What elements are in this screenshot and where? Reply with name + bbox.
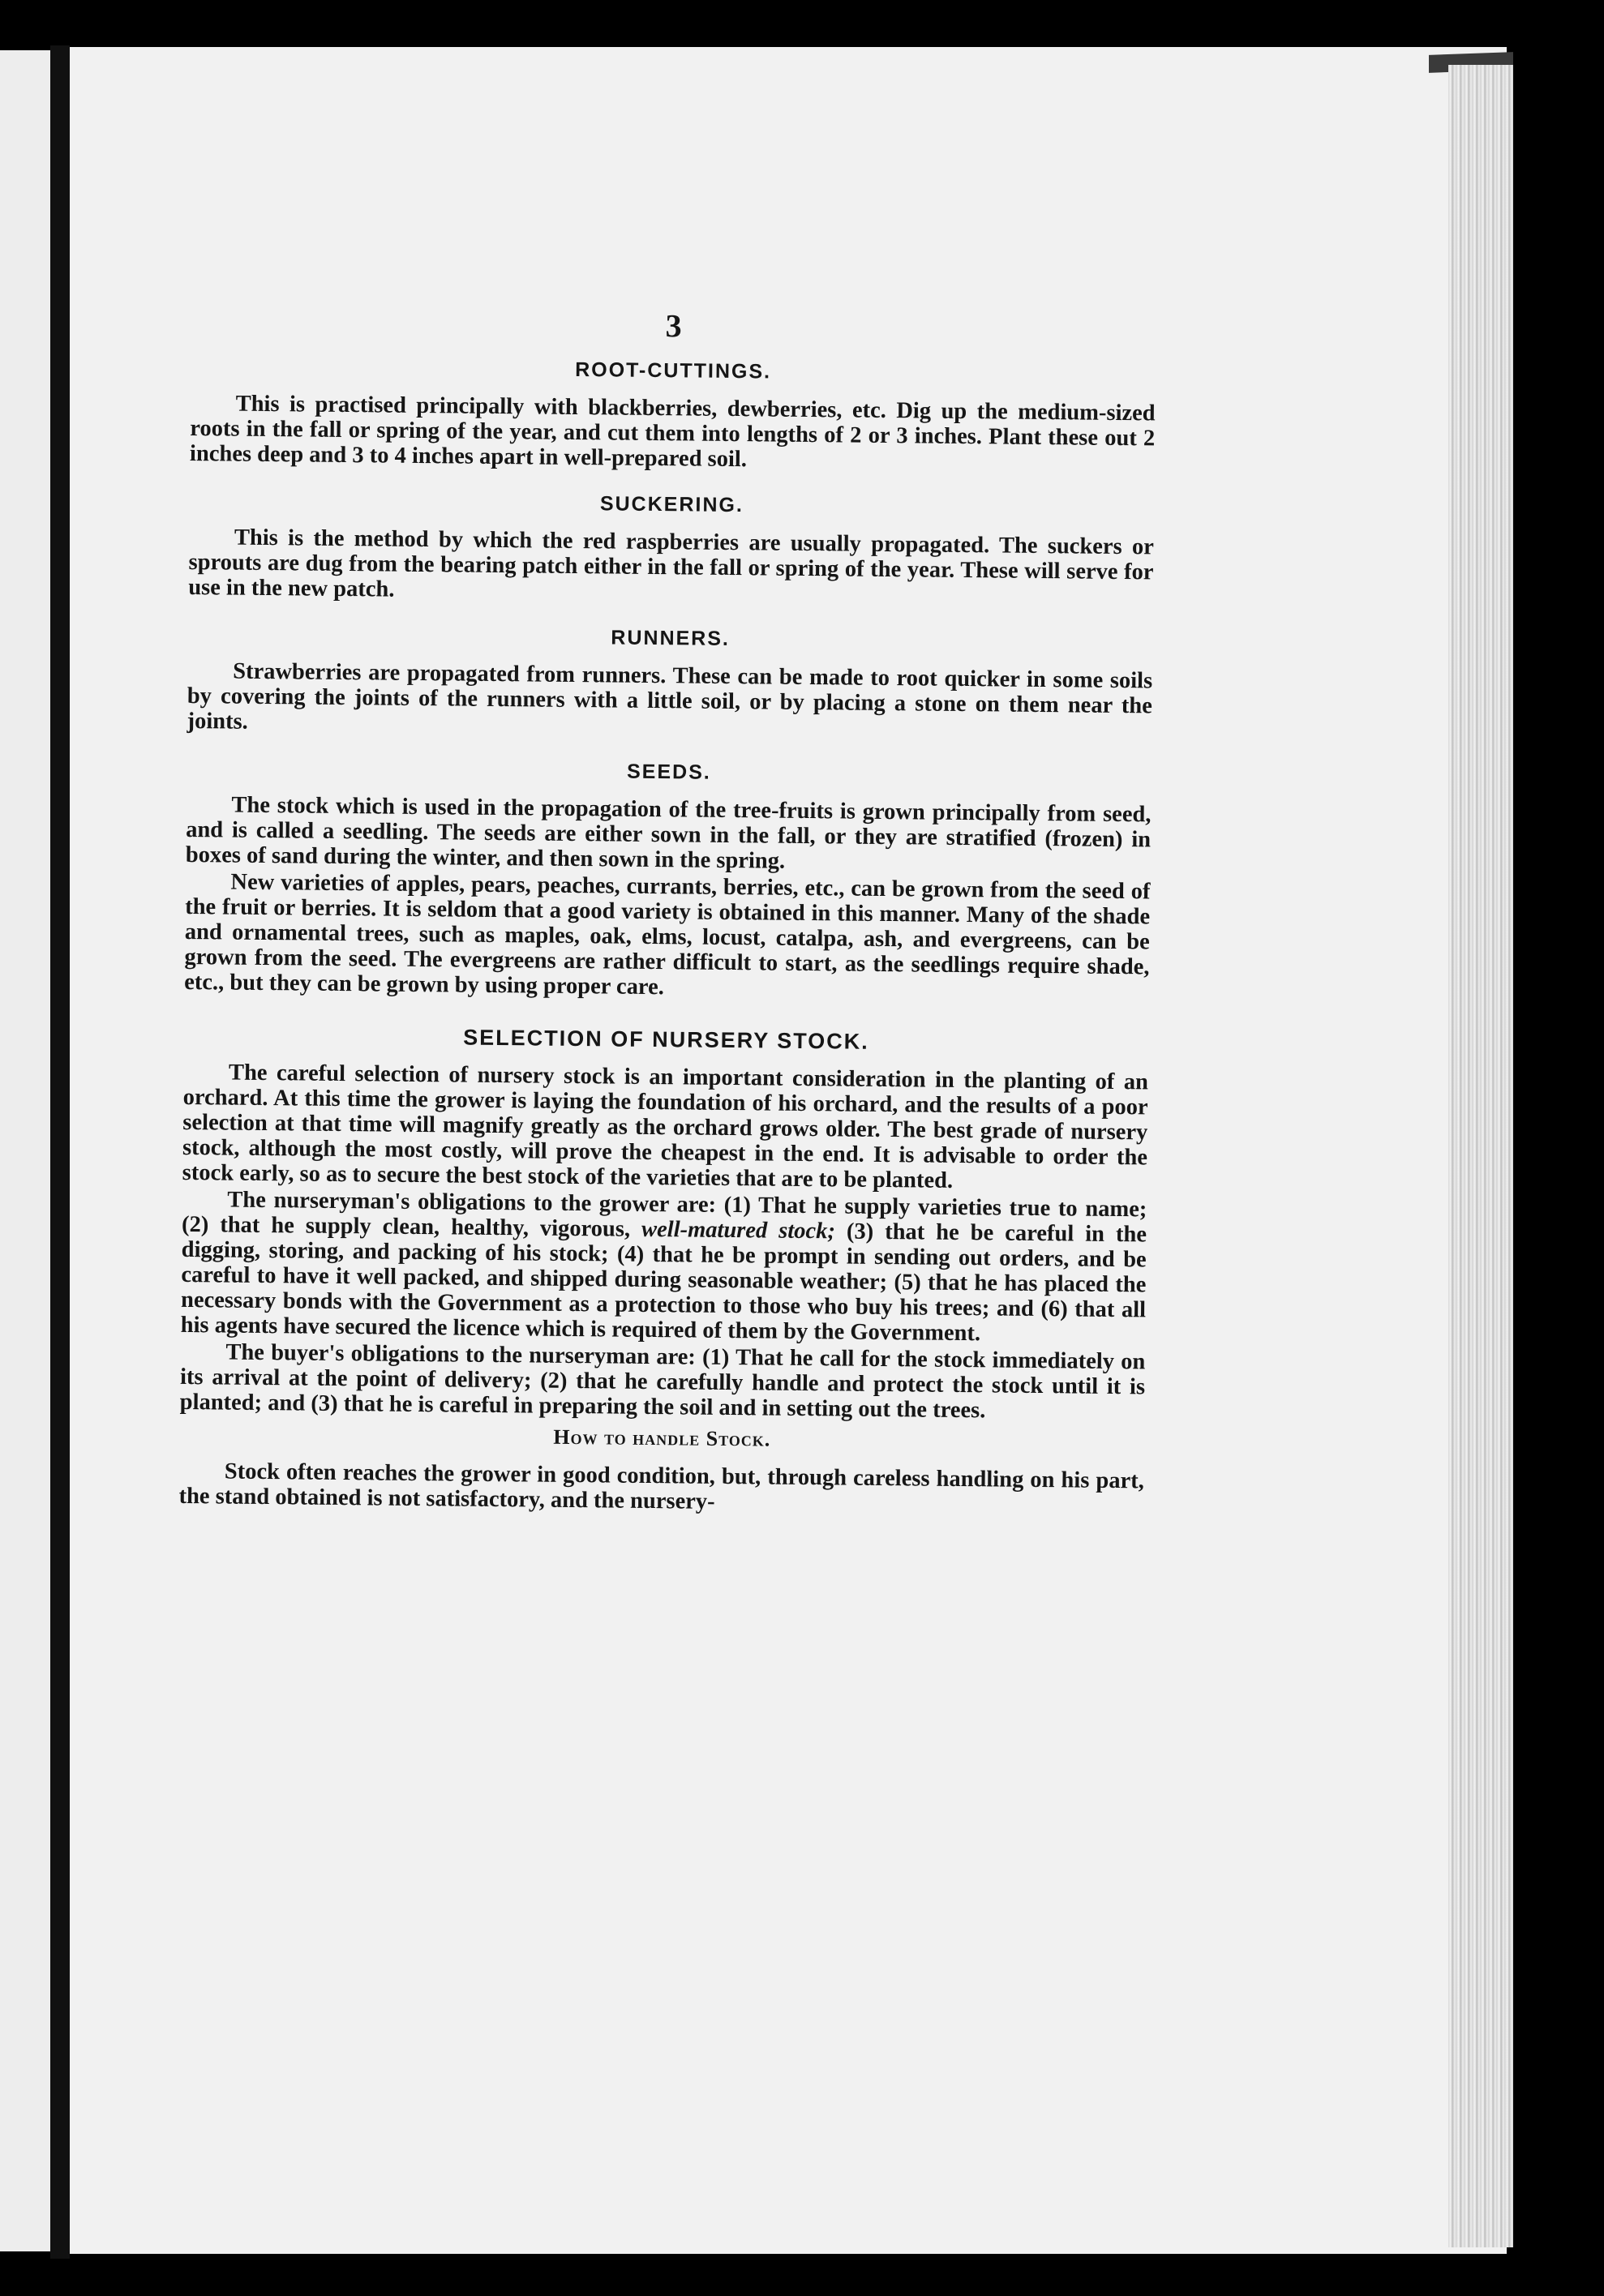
paragraph-text: (3) that he be careful in the digging, storing, and packing of his stock; (4) that he be prompt in sending out orders, and be careful to have it well packed, and shipped during seasonable weather; (5) that he has placed the necessary bonds with the Government as a protection to those who buy his trees; and (6) that all his agents have secured the licence which is required of them by the Government. [180,1219,1147,1347]
section-heading: ROOT-CUTTINGS. [575,358,772,383]
section-heading: SEEDS. [626,760,711,784]
paragraph-obligations [181,1187,1147,1347]
section-suckering [188,486,1154,610]
paragraph: The stock which is used in the propagation of the tree-fruits is grown principally from seed, and is called a seedling. The seeds are either sown in the fall, or they are stratified (frozen) in boxes of sand during the winter, and then sown in the spring. [185,792,1152,874]
page-text [178,300,1156,1520]
section-heading: RUNNERS. [611,626,731,650]
left-page-edge [0,50,50,2251]
page-stack-edge [1448,65,1513,2247]
section-seeds [184,753,1152,1004]
paragraph: This is practised principally with blackberries, dewberries, etc. Dig up the medium-sized roots in the fall or spring of the year, and cut them into lengths of 2 or 3 inches. Plant these out 2 inches deep and 3 to 4 inches apart in well-prepared soil. [189,391,1156,473]
page-number: 3 [665,307,682,345]
section-runners [187,619,1152,743]
paragraph: The careful selection of nursery stock is an important consideration in the planting of an orchard. At this time the grower is laying the foundation of his orchard, and the results of a poor selection at that time will magnify greatly as the orchard grows older. The best grade of nursery stock, although the most costly, will prove the cheapest in the end. It is advisable to order the stock early, so as to secure the best stock of the varieties that are to be planted. [182,1060,1149,1193]
paragraph-text: The nurseryman's obligations to the grower are: (1) That he supply varieties true to name; (2) that he supply clean, healthy, vigorous, [181,1187,1147,1242]
subsection-heading: How to handle Stock. [553,1424,771,1451]
section-heading: SUCKERING. [599,492,744,517]
italic-phrase: well-matured stock; [641,1216,836,1244]
paragraph: New varieties of apples, pears, peaches, currants, berries, etc., can be grown from the seed of the fruit or berries. It is seldom that a good variety is obtained in this manner. Many of the shade and ornamental trees, such as maples, oak, elms, locust, catalpa, ash, and evergreens, can be grown from the seed. The evergreens are rather difficult to start, as the seedlings require shade, etc., but they can be grown by using proper care. [184,869,1151,1000]
section-root-cuttings [190,352,1156,476]
paragraph: Strawberries are propagated from runners. These can be made to root quicker in some soils by covering the joints of the runners with a little soil, or by placing a stone on them near the joints. [187,658,1153,735]
paragraph: The buyer's obligations to the nurseryman are: (1) That he call for the stock immediately on its arrival at the point of delivery; (2) that he carefully handle and protect the stock until it is planted; and (3) that he is careful in preparing the soil and in setting out the trees. [179,1339,1146,1424]
paragraph: This is the method by which the red raspberries are usually propagated. The suckers or sprouts are dug from the bearing patch either in the fall or spring of the year. These will serve for use in the new patch. [188,525,1155,602]
section-how-to-handle-stock [178,1420,1144,1519]
paragraph: Stock often reaches the grower in good condition, but, through careless handling on his part, the stand obtained is not satisfactory, and the nursery- [178,1459,1144,1514]
gutter-shadow [50,45,70,2259]
section-selection-of-nursery-stock [180,1021,1149,1424]
section-heading: SELECTION OF NURSERY STOCK. [463,1025,869,1054]
